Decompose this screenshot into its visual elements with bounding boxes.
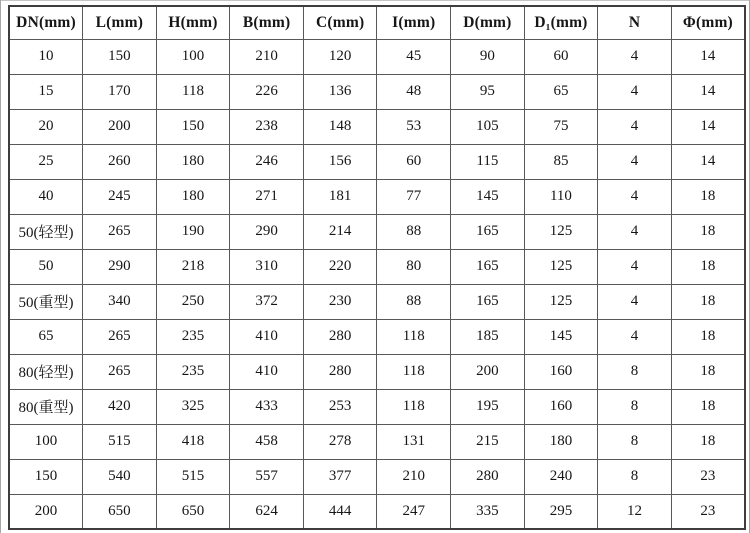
table-header bbox=[9, 6, 745, 39]
table-row bbox=[9, 494, 745, 529]
cell: 100 bbox=[156, 39, 230, 74]
cell: 200 bbox=[451, 354, 525, 389]
page-edge-top bbox=[0, 0, 750, 1]
cell: 650 bbox=[83, 494, 157, 529]
cell: 235 bbox=[156, 354, 230, 389]
cell: 650 bbox=[156, 494, 230, 529]
cell: 185 bbox=[451, 319, 525, 354]
cell: 45 bbox=[377, 39, 451, 74]
cell: 280 bbox=[303, 319, 377, 354]
table-row bbox=[9, 459, 745, 494]
cell: 557 bbox=[230, 459, 304, 494]
cell: 458 bbox=[230, 424, 304, 459]
cell: 200 bbox=[9, 494, 83, 529]
column-header-7: D₁(mm) bbox=[524, 6, 598, 39]
table-row bbox=[9, 389, 745, 424]
cell: 8 bbox=[598, 354, 672, 389]
cell: 4 bbox=[598, 179, 672, 214]
table-row bbox=[9, 144, 745, 179]
column-header-5: I(mm) bbox=[377, 6, 451, 39]
cell: 210 bbox=[230, 39, 304, 74]
cell: 170 bbox=[83, 74, 157, 109]
table-row bbox=[9, 214, 745, 249]
cell: 20 bbox=[9, 109, 83, 144]
cell: 18 bbox=[671, 179, 745, 214]
cell: 118 bbox=[377, 389, 451, 424]
cell: 190 bbox=[156, 214, 230, 249]
cell: 214 bbox=[303, 214, 377, 249]
table-row bbox=[9, 319, 745, 354]
cell: 145 bbox=[451, 179, 525, 214]
cell: 120 bbox=[303, 39, 377, 74]
cell: 165 bbox=[451, 284, 525, 319]
cell: 624 bbox=[230, 494, 304, 529]
cell: 325 bbox=[156, 389, 230, 424]
cell: 210 bbox=[377, 459, 451, 494]
cell: 240 bbox=[524, 459, 598, 494]
cell: 160 bbox=[524, 354, 598, 389]
cell: 136 bbox=[303, 74, 377, 109]
cell: 4 bbox=[598, 214, 672, 249]
cell: 100 bbox=[9, 424, 83, 459]
cell: 290 bbox=[83, 249, 157, 284]
cell: 515 bbox=[83, 424, 157, 459]
table-row bbox=[9, 109, 745, 144]
cell: 218 bbox=[156, 249, 230, 284]
cell: 418 bbox=[156, 424, 230, 459]
cell: 4 bbox=[598, 144, 672, 179]
cell: 165 bbox=[451, 249, 525, 284]
cell: 410 bbox=[230, 354, 304, 389]
cell: 23 bbox=[671, 494, 745, 529]
cell: 150 bbox=[9, 459, 83, 494]
cell: 80 bbox=[377, 249, 451, 284]
cell: 14 bbox=[671, 74, 745, 109]
cell: 215 bbox=[451, 424, 525, 459]
column-header-3: B(mm) bbox=[230, 6, 304, 39]
cell: 280 bbox=[303, 354, 377, 389]
cell: 4 bbox=[598, 249, 672, 284]
cell: 250 bbox=[156, 284, 230, 319]
cell: 156 bbox=[303, 144, 377, 179]
dimension-spec-table bbox=[8, 5, 746, 530]
cell: 253 bbox=[303, 389, 377, 424]
header-row bbox=[9, 6, 745, 39]
cell: 53 bbox=[377, 109, 451, 144]
cell: 220 bbox=[303, 249, 377, 284]
cell: 60 bbox=[377, 144, 451, 179]
cell: 60 bbox=[524, 39, 598, 74]
cell: 14 bbox=[671, 39, 745, 74]
table-body bbox=[9, 39, 745, 529]
cell: 118 bbox=[377, 319, 451, 354]
cell: 8 bbox=[598, 459, 672, 494]
cell: 18 bbox=[671, 284, 745, 319]
cell: 278 bbox=[303, 424, 377, 459]
cell: 18 bbox=[671, 249, 745, 284]
cell: 372 bbox=[230, 284, 304, 319]
cell: 12 bbox=[598, 494, 672, 529]
cell: 95 bbox=[451, 74, 525, 109]
column-header-9: Φ(mm) bbox=[671, 6, 745, 39]
cell: 4 bbox=[598, 284, 672, 319]
table-row bbox=[9, 424, 745, 459]
cell: 200 bbox=[83, 109, 157, 144]
cell: 4 bbox=[598, 39, 672, 74]
cell: 105 bbox=[451, 109, 525, 144]
cell: 515 bbox=[156, 459, 230, 494]
table-row bbox=[9, 74, 745, 109]
cell: 180 bbox=[524, 424, 598, 459]
cell: 18 bbox=[671, 319, 745, 354]
cell: 410 bbox=[230, 319, 304, 354]
cell: 23 bbox=[671, 459, 745, 494]
cell: 48 bbox=[377, 74, 451, 109]
cell: 444 bbox=[303, 494, 377, 529]
cell: 80(重型) bbox=[9, 389, 83, 424]
table-row bbox=[9, 354, 745, 389]
cell: 310 bbox=[230, 249, 304, 284]
cell: 280 bbox=[451, 459, 525, 494]
column-header-6: D(mm) bbox=[451, 6, 525, 39]
cell: 85 bbox=[524, 144, 598, 179]
table-row bbox=[9, 179, 745, 214]
cell: 433 bbox=[230, 389, 304, 424]
cell: 18 bbox=[671, 389, 745, 424]
cell: 125 bbox=[524, 284, 598, 319]
column-header-2: H(mm) bbox=[156, 6, 230, 39]
table-row bbox=[9, 284, 745, 319]
cell: 14 bbox=[671, 144, 745, 179]
cell: 247 bbox=[377, 494, 451, 529]
cell: 165 bbox=[451, 214, 525, 249]
cell: 420 bbox=[83, 389, 157, 424]
cell: 340 bbox=[83, 284, 157, 319]
cell: 88 bbox=[377, 284, 451, 319]
cell: 4 bbox=[598, 319, 672, 354]
cell: 260 bbox=[83, 144, 157, 179]
cell: 50(重型) bbox=[9, 284, 83, 319]
cell: 80(轻型) bbox=[9, 354, 83, 389]
cell: 245 bbox=[83, 179, 157, 214]
cell: 160 bbox=[524, 389, 598, 424]
cell: 110 bbox=[524, 179, 598, 214]
cell: 148 bbox=[303, 109, 377, 144]
cell: 90 bbox=[451, 39, 525, 74]
cell: 265 bbox=[83, 319, 157, 354]
page-edge-left bbox=[0, 0, 1, 533]
cell: 40 bbox=[9, 179, 83, 214]
cell: 238 bbox=[230, 109, 304, 144]
cell: 4 bbox=[598, 109, 672, 144]
cell: 14 bbox=[671, 109, 745, 144]
cell: 18 bbox=[671, 424, 745, 459]
cell: 180 bbox=[156, 144, 230, 179]
cell: 65 bbox=[9, 319, 83, 354]
cell: 145 bbox=[524, 319, 598, 354]
cell: 131 bbox=[377, 424, 451, 459]
cell: 335 bbox=[451, 494, 525, 529]
table-row bbox=[9, 39, 745, 74]
cell: 50(轻型) bbox=[9, 214, 83, 249]
cell: 8 bbox=[598, 424, 672, 459]
cell: 118 bbox=[156, 74, 230, 109]
column-header-0: DN(mm) bbox=[9, 6, 83, 39]
cell: 290 bbox=[230, 214, 304, 249]
cell: 65 bbox=[524, 74, 598, 109]
cell: 265 bbox=[83, 214, 157, 249]
cell: 125 bbox=[524, 214, 598, 249]
cell: 75 bbox=[524, 109, 598, 144]
cell: 265 bbox=[83, 354, 157, 389]
cell: 118 bbox=[377, 354, 451, 389]
cell: 195 bbox=[451, 389, 525, 424]
cell: 226 bbox=[230, 74, 304, 109]
cell: 4 bbox=[598, 74, 672, 109]
column-header-8: N bbox=[598, 6, 672, 39]
cell: 540 bbox=[83, 459, 157, 494]
cell: 295 bbox=[524, 494, 598, 529]
cell: 8 bbox=[598, 389, 672, 424]
cell: 10 bbox=[9, 39, 83, 74]
cell: 181 bbox=[303, 179, 377, 214]
column-header-1: L(mm) bbox=[83, 6, 157, 39]
cell: 15 bbox=[9, 74, 83, 109]
cell: 150 bbox=[156, 109, 230, 144]
cell: 18 bbox=[671, 354, 745, 389]
cell: 50 bbox=[9, 249, 83, 284]
cell: 150 bbox=[83, 39, 157, 74]
cell: 180 bbox=[156, 179, 230, 214]
column-header-4: C(mm) bbox=[303, 6, 377, 39]
cell: 125 bbox=[524, 249, 598, 284]
cell: 235 bbox=[156, 319, 230, 354]
cell: 230 bbox=[303, 284, 377, 319]
cell: 88 bbox=[377, 214, 451, 249]
cell: 246 bbox=[230, 144, 304, 179]
table-row bbox=[9, 249, 745, 284]
cell: 271 bbox=[230, 179, 304, 214]
cell: 377 bbox=[303, 459, 377, 494]
cell: 18 bbox=[671, 214, 745, 249]
cell: 25 bbox=[9, 144, 83, 179]
cell: 115 bbox=[451, 144, 525, 179]
cell: 77 bbox=[377, 179, 451, 214]
